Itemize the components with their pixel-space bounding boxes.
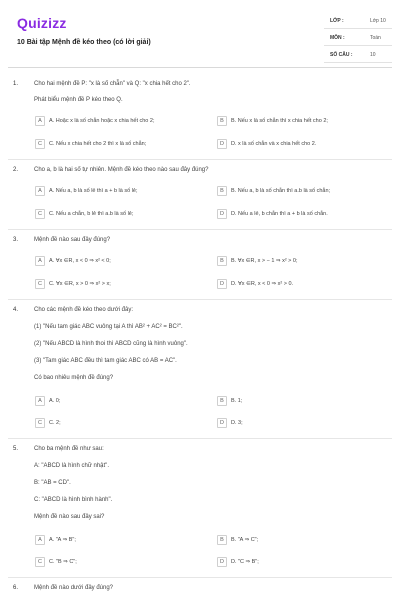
option-text: D. x là số chẵn và x chia hết cho 2. <box>231 141 317 147</box>
option-text: C. 2; <box>49 420 61 426</box>
question-text: (3) "Tam giác ABC đều thì tam giác ABC có AB = AC". <box>34 358 177 364</box>
question-divider <box>8 159 392 160</box>
option-letter-box: C <box>35 209 45 219</box>
option-letter-box: C <box>35 139 45 149</box>
question-text: Mệnh đề nào sau đây sai? <box>34 514 105 520</box>
option-letter-box: A <box>35 116 45 126</box>
meta-table <box>324 8 392 68</box>
meta-label: LỚP : <box>330 18 344 24</box>
question-text: Mệnh đề nào dưới đây đúng? <box>34 585 114 591</box>
option-letter-box: D <box>217 209 227 219</box>
option-letter-box: A <box>35 186 45 196</box>
question-number: 5. <box>13 446 19 452</box>
option-text: D. Nếu a lẻ, b chẵn thì a + b là số chẵn. <box>231 211 328 217</box>
question-text: Cho hai mệnh đề P: "x là số chẵn" và Q: "x chia hết cho 2". <box>34 81 191 87</box>
option-letter-box: B <box>217 256 227 266</box>
option-text: B. 1; <box>231 398 243 404</box>
question-number: 3. <box>13 237 19 243</box>
option-letter-box: A <box>35 256 45 266</box>
question-text: (2) "Nếu ABCD là hình thoi thì ABCD cũng là hình vuông". <box>34 341 188 347</box>
option-letter-box: A <box>35 535 45 545</box>
option-letter-box: C <box>35 279 45 289</box>
question-text: Có bao nhiêu mệnh đề đúng? <box>34 375 114 381</box>
meta-row-subject <box>324 29 392 46</box>
option-text: A. Hoặc x là số chẵn hoặc x chia hết cho 2; <box>49 118 155 124</box>
option-text: D. ∀x ∈R, x < 0 ⇒ x² > 0. <box>231 281 294 287</box>
option-letter-box: D <box>217 557 227 567</box>
quizizz-logo: Quizizz <box>17 15 67 31</box>
question-text: (1) "Nếu tam giác ABC vuông tại A thì AB² + AC² = BC²". <box>34 324 183 330</box>
option-letter-box: B <box>217 186 227 196</box>
worksheet-header <box>8 8 392 68</box>
question-number: 2. <box>13 167 19 173</box>
option-text: C. "B ⇒ C"; <box>49 559 77 565</box>
question-number: 6. <box>13 585 19 591</box>
meta-row-count <box>324 46 392 63</box>
option-text: D. "C ⇒ B"; <box>231 559 259 565</box>
meta-label: SỐ CÂU : <box>330 52 353 58</box>
question-text: Cho a, b là hai số tự nhiên. Mệnh đề kéo theo nào sau đây đúng? <box>34 167 209 173</box>
question-divider <box>8 299 392 300</box>
option-text: C. ∀x ∈R, x > 0 ⇒ x² > x; <box>49 281 111 287</box>
option-text: D. 3; <box>231 420 243 426</box>
meta-value: Lớp 10 <box>370 18 386 24</box>
question-text: A: "ABCD là hình chữ nhật". <box>34 463 109 469</box>
meta-value: 10 <box>370 52 376 58</box>
option-text: A. Nếu a, b là số lẻ thì a + b là số lẻ; <box>49 188 138 194</box>
option-text: A. 0; <box>49 398 61 404</box>
option-letter-box: D <box>217 139 227 149</box>
question-divider <box>8 577 392 578</box>
option-letter-box: B <box>217 396 227 406</box>
option-text: B. Nếu a, b là số chẵn thì a.b là số chẵn; <box>231 188 331 194</box>
question-number: 1. <box>13 81 19 87</box>
question-divider <box>8 438 392 439</box>
option-text: B. ∀x ∈R, x > − 1 ⇒ x² > 0; <box>231 258 298 264</box>
meta-row-class <box>324 12 392 29</box>
question-text: Cho ba mệnh đề như sau: <box>34 446 104 452</box>
question-text: Mệnh đề nào sau đây đúng? <box>34 237 111 243</box>
meta-label: MÔN : <box>330 35 345 41</box>
option-text: A. "A ⇒ B"; <box>49 537 76 543</box>
option-text: C. Nếu a chẵn, b lẻ thì a.b là số lẻ; <box>49 211 134 217</box>
option-letter-box: D <box>217 279 227 289</box>
question-text: C: "ABCD là hình bình hành". <box>34 497 113 503</box>
option-text: B. Nếu x là số chẵn thì x chia hết cho 2; <box>231 118 328 124</box>
meta-value: Toán <box>370 35 381 41</box>
option-text: B. "A ⇒ C"; <box>231 537 259 543</box>
option-text: A. ∀x ∈R, x < 0 ⇒ x² < 0; <box>49 258 111 264</box>
option-letter-box: D <box>217 418 227 428</box>
option-letter-box: B <box>217 116 227 126</box>
question-text: Phát biểu mệnh đề P kéo theo Q. <box>34 97 123 103</box>
question-number: 4. <box>13 307 19 313</box>
option-letter-box: C <box>35 418 45 428</box>
option-letter-box: B <box>217 535 227 545</box>
option-letter-box: C <box>35 557 45 567</box>
option-text: C. Nếu x chia hết cho 2 thì x là số chẵn; <box>49 141 147 147</box>
question-text: Cho các mệnh đề kéo theo dưới đây: <box>34 307 134 313</box>
question-text: B: "AB = CD". <box>34 480 71 486</box>
option-letter-box: A <box>35 396 45 406</box>
question-divider <box>8 229 392 230</box>
worksheet-title: 10 Bài tập Mệnh đề kéo theo (có lời giải) <box>17 39 151 46</box>
